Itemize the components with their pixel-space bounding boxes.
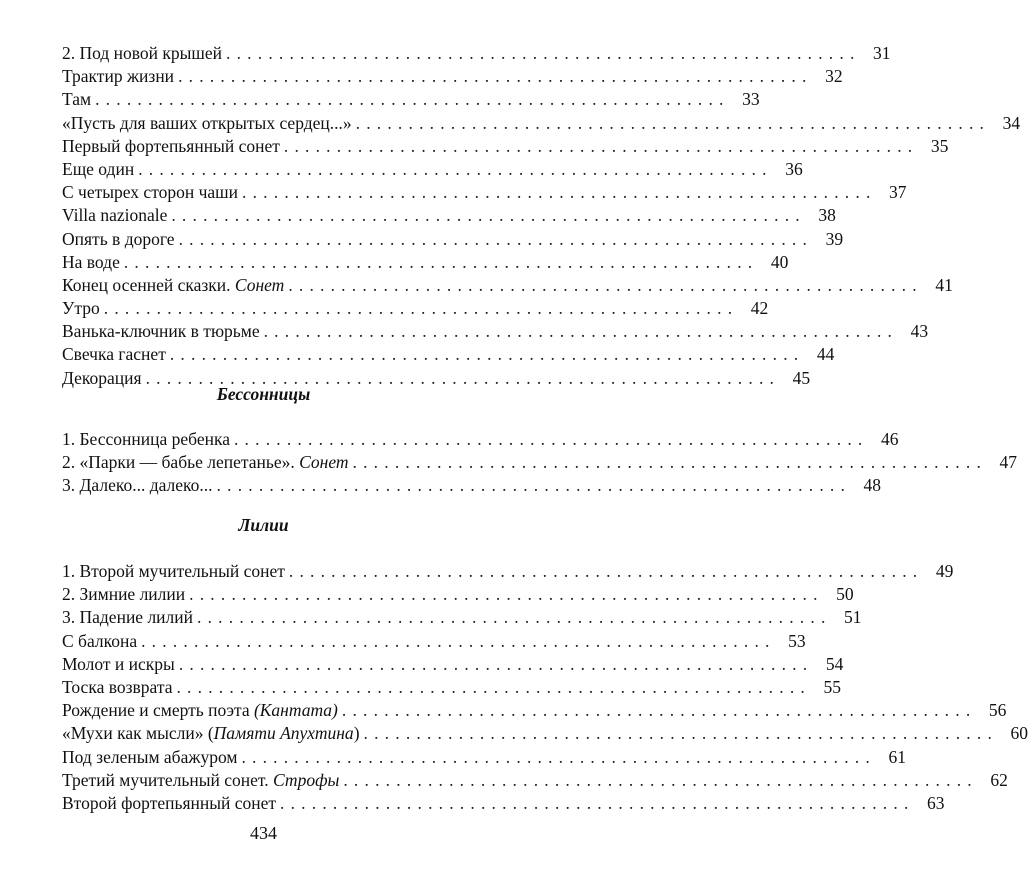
toc-leader-dots: ............................................................ [288, 274, 923, 295]
toc-entry-title [62, 606, 197, 629]
toc-entry-title [62, 88, 95, 111]
toc-entry-title-text: С балкона [62, 630, 138, 651]
toc-entry-title [62, 112, 356, 135]
toc-entry-title-text: Трактир жизни [62, 66, 175, 87]
toc-entry [62, 204, 836, 227]
toc-leader-dots: ............................................................ [145, 367, 781, 388]
toc-entry-title [62, 746, 241, 769]
toc-entry-page: 40 [770, 251, 789, 272]
toc-entry-title-italic: Сонет [299, 452, 349, 473]
toc-entry-title-text: На воде [62, 251, 120, 272]
toc-entry-page: 39 [825, 228, 844, 249]
toc-entry-page: 31 [873, 43, 891, 63]
toc-leader-dots: ............................................................ [178, 228, 814, 249]
toc-entry-title [62, 228, 179, 251]
toc-leader-dots: ............................................................ [95, 89, 730, 110]
toc-entry [62, 653, 844, 676]
toc-entry-title-text: Свечка гаснет [62, 344, 166, 365]
toc-entry-page: 34 [1002, 112, 1021, 133]
toc-entry-title [62, 274, 288, 297]
toc-entry-page: 47 [999, 452, 1018, 473]
toc-leader-dots: ............................................................ [197, 607, 832, 628]
toc-entry-title [62, 204, 171, 227]
toc-entry-title-text: 1. Бессонница ребенка [62, 429, 230, 449]
toc-entry-title-italic: Памяти Апухтина [213, 723, 354, 744]
toc-entry [62, 88, 760, 111]
toc-leader-dots: ............................................................ [343, 769, 978, 790]
toc-entry [62, 746, 906, 769]
toc-entry-title [62, 251, 124, 274]
toc-entry-page: 60 [1010, 723, 1028, 744]
toc-entry-page: 38 [818, 205, 836, 226]
toc-entry-title [62, 653, 179, 676]
toc-entry-title [62, 135, 284, 158]
toc-entry-title [62, 699, 342, 722]
section-heading-lilies: Лилии [238, 515, 289, 535]
toc-entry [62, 320, 929, 343]
toc-entry-page: 56 [988, 700, 1007, 721]
toc-entry-title [62, 428, 234, 451]
toc-entry-title-text: 2. Зимние лилии [62, 584, 186, 605]
toc-entry [62, 65, 843, 88]
toc-entry-title [62, 792, 280, 815]
toc-entry-title-text: С четырех сторон чаши [62, 182, 239, 203]
toc-entry-title-text: «Пусть для ваших открытых сердец...» [62, 112, 352, 133]
toc-entry-title-italic: Строфы [273, 769, 340, 790]
toc-entry-page: 35 [930, 135, 949, 156]
toc-entry-title-text: Тоска возврата [62, 676, 173, 697]
toc-entry-title-text: Опять в дороге [62, 228, 175, 249]
toc-entry [62, 251, 789, 274]
toc-entry-title [62, 676, 176, 699]
toc-leader-dots: ............................................................ [280, 792, 915, 813]
toc-list-lilies [62, 560, 1028, 815]
toc-entry-title-italic: (Кантата) [253, 700, 338, 721]
toc-entry [62, 769, 1008, 792]
toc-entry [62, 297, 769, 320]
toc-entry-page: 32 [825, 66, 843, 87]
toc-entry-title-text: Второй фортепьянный сонет [62, 792, 277, 813]
toc-entry [62, 343, 835, 366]
toc-entry-title-text: Утро [62, 298, 100, 319]
page-number: 434 [250, 823, 277, 843]
toc-entry-page: 48 [863, 475, 882, 496]
toc-leader-dots: ............................................................ [178, 653, 814, 674]
toc-leader-dots: ............................................................ [216, 475, 852, 496]
toc-entry-title [62, 583, 189, 606]
toc-entry-title [62, 451, 353, 474]
toc-leader-dots: ............................................................ [138, 158, 773, 179]
toc-entry-title-text: Там [62, 89, 92, 110]
toc-entry [62, 583, 854, 606]
toc-leader-dots: ............................................................ [189, 584, 824, 605]
toc-leader-dots: ............................................................ [169, 344, 805, 365]
toc-list-continued [62, 42, 1021, 390]
toc-entry-title-text: 1. Второй мучительный сонет [62, 561, 285, 581]
toc-entry-title-text: «Мухи как мысли» ( [62, 723, 214, 744]
toc-entry [62, 274, 953, 297]
toc-entry [62, 228, 844, 251]
toc-entry-page: 43 [910, 321, 929, 342]
toc-leader-dots: ............................................................ [341, 700, 977, 721]
toc-entry [62, 112, 1021, 135]
toc-entry-title [62, 630, 141, 653]
toc-entry [62, 181, 907, 204]
toc-entry-title-text: Рождение и смерть поэта [62, 700, 254, 721]
toc-leader-dots: ............................................................ [171, 205, 806, 226]
toc-entry-page: 53 [788, 630, 806, 651]
toc-entry-page: 44 [816, 344, 835, 365]
toc-entry-page: 54 [825, 653, 844, 674]
toc-entry-page: 36 [785, 158, 803, 179]
toc-entry [62, 722, 1028, 745]
toc-entry-title-text: Конец осенней сказки. [62, 274, 235, 295]
toc-leader-dots: ............................................................ [141, 630, 776, 651]
toc-entry [62, 699, 1007, 722]
toc-leader-dots: ............................................................ [226, 43, 861, 63]
toc-entry-page: 55 [823, 676, 841, 697]
toc-entry-title [62, 769, 343, 792]
toc-entry-title [62, 722, 364, 745]
toc-entry [62, 606, 862, 629]
toc-entry-page: 51 [844, 607, 862, 628]
toc-leader-dots: ............................................................ [123, 251, 759, 272]
toc-entry-page: 63 [927, 792, 945, 813]
toc-list-insomnias [62, 428, 1018, 498]
toc-entry-page: 45 [792, 367, 811, 388]
toc-leader-dots: ............................................................ [103, 298, 739, 319]
toc-entry-title-text: Еще один [62, 158, 135, 179]
toc-entry-title-text: Декорация [62, 367, 142, 388]
toc-entry-title [62, 158, 138, 181]
toc-entry-page: 37 [889, 182, 907, 203]
toc-entry [62, 42, 891, 65]
toc-entry-title-italic: Сонет [234, 274, 285, 295]
toc-entry-title-text: Первый фортепьянный сонет [62, 135, 280, 156]
toc-entry-title [62, 297, 104, 320]
toc-leader-dots: ............................................................ [233, 429, 869, 449]
toc-entry [62, 451, 1018, 474]
toc-entry [62, 158, 803, 181]
toc-leader-dots: ............................................................ [288, 561, 924, 581]
toc-entry [62, 560, 954, 583]
toc-entry-page: 62 [990, 769, 1008, 790]
toc-entry-page: 50 [836, 584, 854, 605]
toc-entry [62, 676, 841, 699]
toc-entry-page: 46 [880, 429, 899, 449]
toc-leader-dots: ............................................................ [178, 66, 813, 87]
toc-leader-dots: ............................................................ [363, 723, 999, 744]
toc-entry-title [62, 181, 242, 204]
toc-entry-title-text: Молот и искры [62, 653, 175, 674]
toc-entry [62, 428, 899, 451]
toc-entry-title-text: Ванька-ключник в тюрьме [62, 321, 260, 342]
toc-entry [62, 135, 949, 158]
toc-entry-title-text: Villa nazionale [62, 205, 168, 226]
toc-entry-title-suffix: ) [353, 723, 360, 744]
toc-entry-title [62, 65, 178, 88]
toc-entry [62, 630, 806, 653]
toc-entry-title-text: 3. Далеко... далеко... [62, 475, 213, 496]
toc-entry-title [62, 560, 289, 583]
toc-entry-title [62, 474, 217, 497]
toc-entry-title-text: 2. Под новой крышей [62, 43, 223, 63]
toc-leader-dots: ............................................................ [176, 676, 811, 697]
toc-entry-page: 61 [888, 746, 906, 767]
toc-leader-dots: ............................................................ [283, 135, 919, 156]
toc-entry-page: 42 [750, 298, 769, 319]
toc-entry-title-text: 2. «Парки — бабье лепетанье». [62, 452, 300, 473]
toc-leader-dots: ............................................................ [241, 746, 876, 767]
toc-entry-title [62, 42, 226, 65]
toc-leader-dots: ............................................................ [352, 452, 988, 473]
toc-leader-dots: ............................................................ [242, 182, 877, 203]
toc-entry-title-text: Под зеленым абажуром [62, 746, 238, 767]
toc-entry-title-text: 3. Падение лилий [62, 607, 194, 628]
toc-entry-title-text: Третий мучительный сонет. [62, 769, 274, 790]
toc-entry-title [62, 343, 170, 366]
toc-leader-dots: ............................................................ [263, 321, 899, 342]
toc-leader-dots: ............................................................ [355, 112, 991, 133]
toc-entry-page: 33 [742, 89, 760, 110]
toc-entry-page: 49 [935, 561, 954, 581]
section-heading-insomnias: Бессонницы [216, 384, 311, 404]
toc-entry [62, 792, 945, 815]
toc-entry-title [62, 320, 264, 343]
toc-entry [62, 474, 882, 497]
toc-entry-page: 41 [935, 274, 953, 295]
